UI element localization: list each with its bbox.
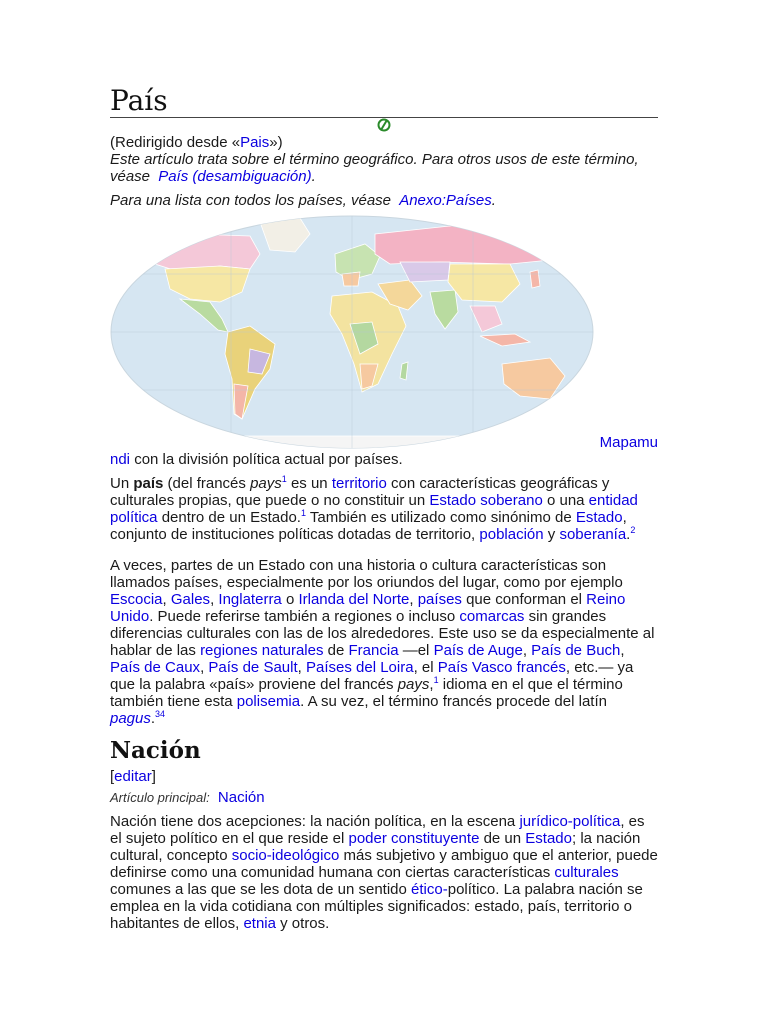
link-estado-2[interactable]: Estado bbox=[525, 830, 572, 847]
link-poblacion[interactable]: población bbox=[479, 526, 544, 543]
link-etico[interactable]: ético- bbox=[411, 881, 448, 898]
link-polisemia[interactable]: polisemia bbox=[236, 693, 301, 710]
link-etnia[interactable]: etnia bbox=[243, 915, 276, 932]
map-caption-link-cont[interactable]: ndi bbox=[110, 451, 131, 468]
link-escocia[interactable]: Escocia bbox=[110, 591, 163, 608]
ref-link[interactable]: 1 bbox=[281, 474, 287, 484]
link-estado-soberano[interactable]: Estado soberano bbox=[429, 492, 543, 509]
link-pais-de-sault[interactable]: País de Sault bbox=[208, 659, 298, 676]
link-regiones-naturales[interactable]: regiones naturales bbox=[200, 642, 324, 659]
link-irlanda-del-norte[interactable]: Irlanda del Norte bbox=[298, 591, 410, 608]
link-gales[interactable]: Gales bbox=[170, 591, 211, 608]
world-political-map[interactable] bbox=[110, 214, 594, 450]
link-pagus[interactable]: pagus bbox=[110, 710, 151, 727]
section-edit: [editar] bbox=[110, 768, 156, 785]
link-socio-ideologico[interactable]: socio-ideológico bbox=[231, 847, 340, 864]
ref-link[interactable]: 1 bbox=[433, 675, 439, 685]
link-pais-de-caux[interactable]: País de Caux bbox=[110, 659, 201, 676]
main-article-link[interactable]: Nación bbox=[217, 789, 265, 806]
link-pais-de-buch[interactable]: País de Buch bbox=[531, 642, 621, 659]
ref-link[interactable]: 1 bbox=[300, 508, 306, 518]
link-soberania[interactable]: soberanía bbox=[559, 526, 627, 543]
main-article-label: Artículo principal: bbox=[110, 790, 210, 805]
link-juridico-politica[interactable]: jurídico-política bbox=[519, 813, 621, 830]
link-francia[interactable]: Francia bbox=[348, 642, 399, 659]
redirect-link[interactable]: Pais bbox=[240, 134, 270, 151]
hatnote-country-list: Para una lista con todos los países, véase Anexo:Países. bbox=[110, 192, 496, 209]
main-article-note bbox=[110, 789, 658, 806]
link-inglaterra[interactable]: Inglaterra bbox=[218, 591, 282, 608]
link-entidad-politica[interactable]: entidad política bbox=[110, 492, 638, 526]
section-heading-nacion: Nación bbox=[110, 737, 201, 764]
country-list-link[interactable]: Anexo:Países bbox=[399, 192, 492, 209]
link-paises[interactable]: países bbox=[417, 591, 462, 608]
nacion-paragraph: Nación tiene dos acepciones: la nación política, en la escena jurídico-política, es el sujeto político en el que reside el poder constituyente de un Estado; la nación cultural, concepto socio-ideológico más subjetivo y ambiguo que el anterior, puede definirse como una comunidad humana con ciertas características culturales comunes a las que se les dota de un sentido ético-político. La palabra nación se emplea en la vida cotidiana con múltiples significados: estado, país, territorio o habitantes de ellos, etnia y otros. bbox=[110, 813, 658, 932]
link-territorio[interactable]: territorio bbox=[331, 475, 387, 492]
redirect-note: (Redirigido desde «Pais») bbox=[110, 134, 283, 151]
intro-paragraph: Un país (del francés pays$^1$ es un territorio con características geográficas y culturales propias, que puede o no constituir un Estado soberano o una entidad política dentro de un Estado.$^1$ También es utilizado como sinónimo de Estado, conjunto de instituciones políticas dotadas de territorio, población y soberanía.$^2$ bbox=[110, 474, 638, 543]
second-paragraph: A veces, partes de un Estado con una historia o cultura características son llamados países, especialmente por los oriundos del lugar, como por ejemplo Escocia, Gales, Inglaterra o Irlanda del Norte, países que conforman el Reino Unido. Puede referirse también a regiones o incluso comarcas sin grandes diferencias culturales con las de los alrededores. Este uso se da especialmente al hablar de las regiones naturales de Francia —el País de Auge, País de Buch, País de Caux, País de Sault, Países del Loira, el País Vasco francés, etc.— ya que la palabra «país» proviene del francés pays,$^1$ idioma en el que el término también tiene esta polisemia. A su vez, el término francés procede del latín pagus.$^{34}$ bbox=[110, 557, 655, 727]
edit-link[interactable]: editar bbox=[114, 768, 152, 785]
link-estado[interactable]: Estado bbox=[575, 509, 623, 526]
map-caption: ndi con la división política actual por países. bbox=[110, 451, 403, 468]
map-caption-top bbox=[594, 434, 658, 451]
link-pais-de-auge[interactable]: País de Auge bbox=[433, 642, 523, 659]
map-caption-link[interactable]: Mapamu bbox=[599, 434, 658, 451]
link-poder-constituyente[interactable]: poder constituyente bbox=[348, 830, 480, 847]
featured-badge-icon bbox=[377, 118, 391, 132]
link-paises-del-loira[interactable]: Países del Loira bbox=[305, 659, 414, 676]
link-reino-unido[interactable]: Reino Unido bbox=[110, 591, 626, 625]
link-culturales[interactable]: culturales bbox=[554, 864, 619, 881]
ref-link[interactable]: 2 bbox=[630, 525, 636, 535]
link-pais-vasco-frances[interactable]: País Vasco francés bbox=[437, 659, 566, 676]
ref-link[interactable]: 34 bbox=[155, 709, 166, 719]
disambiguation-link[interactable]: País (desambiguación) bbox=[158, 168, 312, 185]
link-comarcas[interactable]: comarcas bbox=[459, 608, 525, 625]
page-title: País bbox=[110, 84, 168, 117]
hatnote-disambiguation: Este artículo trata sobre el término geográfico. Para otros usos de este término, véase País (desambiguación). bbox=[110, 151, 639, 185]
